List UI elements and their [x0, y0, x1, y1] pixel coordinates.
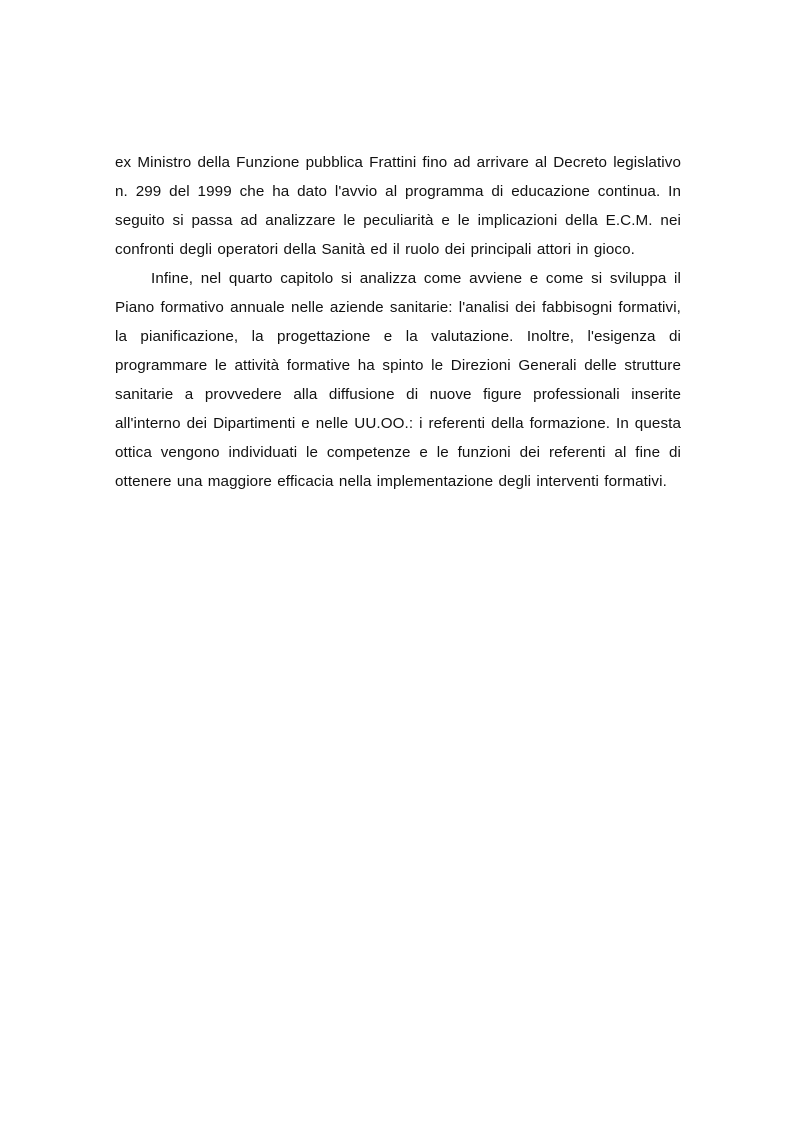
body-text — [115, 148, 681, 496]
paragraph-2: Infine, nel quarto capitolo si analizza come avviene e come si sviluppa il Piano formativo annuale nelle aziende sanitarie: l'analisi dei fabbisogni formativi, la pianificazione, la progettazione e la valutazione. Inoltre, l'esigenza di programmare le attività formative ha spinto le Direzioni Generali delle strutture sanitarie a provvedere alla diffusione di nuove figure professionali inserite all'interno dei Dipartimenti e nelle UU.OO.: i referenti della formazione. In questa ottica vengono individuati le competenze e le funzioni dei referenti al fine di ottenere una maggiore efficacia nella implementazione degli interventi formativi. — [115, 270, 681, 490]
paragraph-1: ex Ministro della Funzione pubblica Frattini fino ad arrivare al Decreto legislativo n. 299 del 1999 che ha dato l'avvio al programma di educazione continua. In seguito si passa ad analizzare le peculiarità e le implicazioni della E.C.M. nei confronti degli operatori della Sanità ed il ruolo dei principali attori in gioco. — [115, 154, 681, 258]
